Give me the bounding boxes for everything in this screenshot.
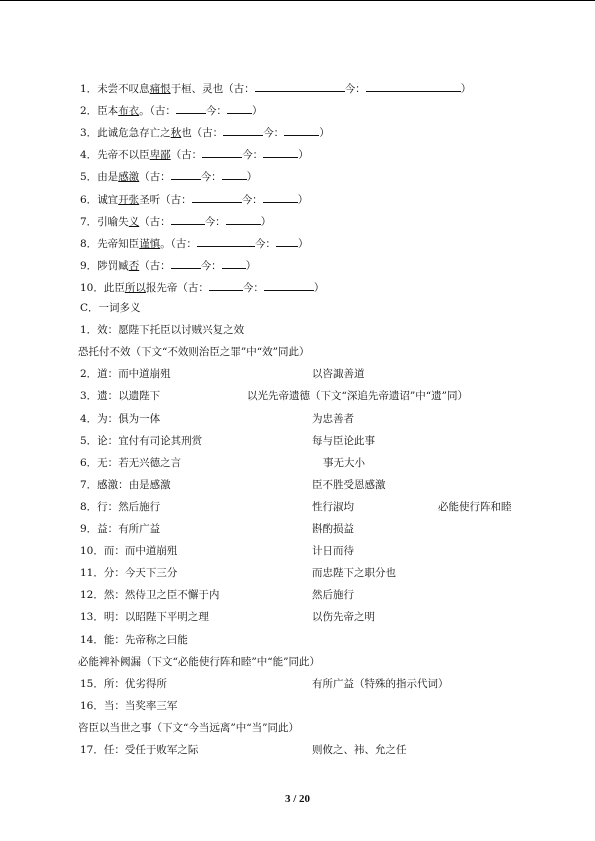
polysemy-item <box>80 699 177 713</box>
sentence-text: 于桓、灵也（古： <box>170 83 255 95</box>
example-sentence: 斟酌损益 <box>312 523 354 535</box>
polysemy-item <box>80 633 188 647</box>
item-number: 5． <box>80 171 98 184</box>
ancient-meaning-blank[interactable] <box>223 124 263 136</box>
polysemy-item <box>80 456 181 470</box>
example-sentence: 有所广益（特殊的指示代词） <box>312 677 449 690</box>
polysemy-item <box>78 721 299 735</box>
item-label: 15．所： <box>80 677 125 690</box>
item-label: 14．能： <box>80 633 125 646</box>
modern-label: 今： <box>254 237 276 250</box>
example-sentence: 臣不胜受恩感激 <box>312 478 386 491</box>
close-paren: ） <box>313 281 325 294</box>
sentence-text: 。（古： <box>139 105 176 118</box>
sentence-text: （古： <box>139 171 171 184</box>
polysemy-item <box>80 367 171 381</box>
polysemy-item <box>80 677 167 691</box>
vocab-item <box>80 146 309 162</box>
polysemy-item <box>80 610 209 624</box>
example-sentence: 当奖率三军 <box>124 699 178 712</box>
example-sentence: 俱为一体 <box>118 412 161 425</box>
example-sentence: 宜付有司论其刑赏 <box>118 434 203 447</box>
item-label: 5．论： <box>80 434 119 447</box>
sentence-text: （古： <box>139 259 171 272</box>
close-paren: ） <box>245 259 257 272</box>
modern-meaning-blank[interactable] <box>222 168 247 180</box>
item-label: 10．而： <box>80 545 125 558</box>
item-label: 17．任： <box>80 744 125 756</box>
target-word: 否 <box>128 259 140 272</box>
example-sentence: 为忠善者 <box>312 412 354 425</box>
item-label: 8．行： <box>80 500 119 513</box>
example-sentence: 必能裨补阙漏（下文“必能使行阵和睦”中“能”同此） <box>78 655 320 668</box>
modern-meaning-blank[interactable] <box>284 124 319 136</box>
target-word: 义 <box>128 215 140 228</box>
sentence-text: 由是 <box>97 171 119 184</box>
example-sentence: 然侍卫之臣不懈于内 <box>124 589 220 602</box>
example-sentence: 由是感激 <box>128 478 171 491</box>
modern-label: 今： <box>344 83 366 95</box>
modern-meaning-blank[interactable] <box>226 213 261 225</box>
ancient-meaning-blank[interactable] <box>197 235 255 247</box>
polysemy-item <box>80 566 177 580</box>
sentence-text: 报先帝（古： <box>145 281 209 294</box>
close-paren: ） <box>298 149 309 162</box>
vocab-item <box>80 257 256 273</box>
polysemy-item <box>78 345 309 359</box>
example-sentence: 而中道崩殂 <box>124 545 178 558</box>
sentence-text: 圣听（古： <box>139 193 192 206</box>
example-sentence: 优劣得所 <box>124 677 167 690</box>
close-paren: ） <box>246 171 258 184</box>
vocab-item <box>80 213 271 229</box>
example-sentence: 以咨諏善道 <box>312 368 365 381</box>
top-rule <box>0 0 595 1</box>
ancient-meaning-blank[interactable] <box>171 257 201 269</box>
sentence-text: 此臣 <box>103 281 125 294</box>
polysemy-item <box>80 434 202 448</box>
sentence-text: 。（古： <box>160 237 197 250</box>
ancient-meaning-blank[interactable] <box>255 80 345 92</box>
example-sentence: 必能使行阵和睦 <box>438 500 512 513</box>
modern-label: 今： <box>242 149 264 162</box>
modern-meaning-blank[interactable] <box>227 102 252 114</box>
item-number: 1． <box>80 83 98 95</box>
modern-meaning-blank[interactable] <box>263 146 298 158</box>
modern-meaning-blank[interactable] <box>366 80 461 92</box>
item-label: 7．感激： <box>80 478 129 491</box>
polysemy-item <box>80 500 160 514</box>
modern-label: 今： <box>241 193 263 206</box>
ancient-meaning-blank[interactable] <box>202 146 242 158</box>
example-sentence: 愿陛下托臣以讨贼兴复之效 <box>118 324 245 337</box>
item-number: 10． <box>80 281 104 294</box>
close-paren: ） <box>297 193 309 206</box>
example-sentence: 性行淑均 <box>312 500 354 513</box>
polysemy-item <box>80 544 177 558</box>
close-paren: ） <box>319 127 330 140</box>
modern-label: 今： <box>204 215 226 228</box>
example-sentence: 以光先帝遗德（下文“深追先帝遗诏”中“遗”同） <box>247 390 468 403</box>
sentence-text: 先帝不以臣 <box>97 149 150 162</box>
polysemy-item <box>80 522 160 536</box>
item-label: 6．无： <box>80 456 119 469</box>
modern-label: 今： <box>200 259 222 272</box>
item-label: 2．道： <box>80 368 119 381</box>
example-sentence: 则攸之、袆、允之任 <box>312 744 407 756</box>
sentence-text: 引喻失 <box>97 215 129 228</box>
item-number: 4． <box>80 149 98 162</box>
item-number: 2． <box>80 105 98 118</box>
polysemy-item <box>80 743 198 757</box>
modern-label: 今： <box>200 171 222 184</box>
item-number: 8． <box>80 237 98 250</box>
item-number: 9． <box>80 259 98 272</box>
modern-label: 今： <box>205 105 227 118</box>
example-sentence: 若无兴德之言 <box>118 456 182 469</box>
target-word: 感激 <box>118 171 140 184</box>
example-sentence: 计日而待 <box>312 545 354 558</box>
polysemy-item <box>80 323 244 337</box>
item-number: 6． <box>80 193 98 206</box>
ancient-meaning-blank[interactable] <box>192 191 242 203</box>
sentence-text: （古： <box>170 149 203 162</box>
item-label: 12．然： <box>80 589 125 602</box>
modern-label: 今： <box>263 127 285 140</box>
ancient-meaning-blank[interactable] <box>171 168 201 180</box>
target-word: 痛恨 <box>149 83 171 95</box>
sentence-text: （古： <box>139 215 171 228</box>
ancient-meaning-blank[interactable] <box>171 213 205 225</box>
example-sentence: 有所广益 <box>118 523 161 535</box>
vocab-item <box>80 102 262 118</box>
modern-label: 今： <box>242 281 264 294</box>
modern-meaning-blank[interactable] <box>264 279 314 291</box>
sentence-text: 也（古： <box>181 127 224 140</box>
example-sentence: 每与臣论此事 <box>312 434 375 447</box>
close-paren: ） <box>251 105 263 118</box>
polysemy-item <box>80 478 171 492</box>
vocab-item <box>80 168 257 184</box>
sentence-text: 未尝不叹息 <box>97 83 150 95</box>
close-paren: ） <box>297 237 309 250</box>
ancient-meaning-blank[interactable] <box>176 102 206 114</box>
section-heading: C．一词多义 <box>80 302 141 314</box>
sentence-text: 先帝知臣 <box>97 237 140 250</box>
sentence-text: 此诚危急存亡之 <box>97 127 171 140</box>
target-word: 卑鄙 <box>149 149 171 162</box>
item-label: 9．益： <box>80 523 119 535</box>
example-sentence: 以昭陛下平明之理 <box>124 611 209 624</box>
polysemy-item <box>80 588 219 602</box>
item-label: 11．分： <box>80 567 125 580</box>
example-sentence: 先帝称之曰能 <box>124 633 188 646</box>
target-word: 开张 <box>118 193 140 206</box>
item-number: 7． <box>80 215 98 228</box>
item-label: 1．效： <box>80 324 119 337</box>
example-sentence: 而中道崩殂 <box>118 368 171 381</box>
item-number: 3． <box>80 127 98 140</box>
polysemy-item <box>78 655 320 669</box>
modern-meaning-blank[interactable] <box>222 257 246 269</box>
page-number: 3 / 20 <box>284 793 311 805</box>
example-sentence: 受任于败军之际 <box>124 744 199 756</box>
sentence-text: 臣本 <box>97 105 119 118</box>
example-sentence: 咨臣以当世之事（下文“今当远离”中“当”同此） <box>78 721 299 734</box>
ancient-meaning-blank[interactable] <box>209 279 243 291</box>
close-paren: ） <box>260 215 272 228</box>
target-word: 布衣 <box>118 105 140 118</box>
vocab-item <box>80 279 324 295</box>
example-sentence: 以伤先帝之明 <box>312 611 375 624</box>
target-word: 所以 <box>124 281 146 294</box>
target-word: 秋 <box>170 127 182 140</box>
sentence-text: 诚宜 <box>97 193 119 206</box>
example-sentence: 恐托付不效（下文“不效则治臣之罪”中“效”同此） <box>78 346 310 359</box>
vocab-item <box>80 80 471 96</box>
example-sentence: 事无大小 <box>323 456 365 469</box>
example-sentence: 然后施行 <box>312 589 354 602</box>
item-label: 13．明： <box>80 611 125 624</box>
example-sentence: 然后施行 <box>118 500 161 513</box>
vocab-item <box>80 191 308 207</box>
item-label: 3．遗： <box>80 390 119 403</box>
polysemy-item <box>80 412 160 426</box>
sentence-text: 陟罚臧 <box>97 259 129 272</box>
example-sentence: 今天下三分 <box>124 567 178 580</box>
close-paren: ） <box>460 83 472 95</box>
modern-meaning-blank[interactable] <box>276 235 298 247</box>
example-sentence: 而忠陛下之职分也 <box>312 567 396 580</box>
vocab-item <box>80 124 330 140</box>
item-label: 16．当： <box>80 699 125 712</box>
polysemy-item <box>80 389 160 403</box>
target-word: 谨慎 <box>139 237 161 250</box>
example-sentence: 以遗陛下 <box>118 390 161 403</box>
item-label: 4．为： <box>80 412 119 425</box>
modern-meaning-blank[interactable] <box>263 191 298 203</box>
vocab-item <box>80 235 308 251</box>
